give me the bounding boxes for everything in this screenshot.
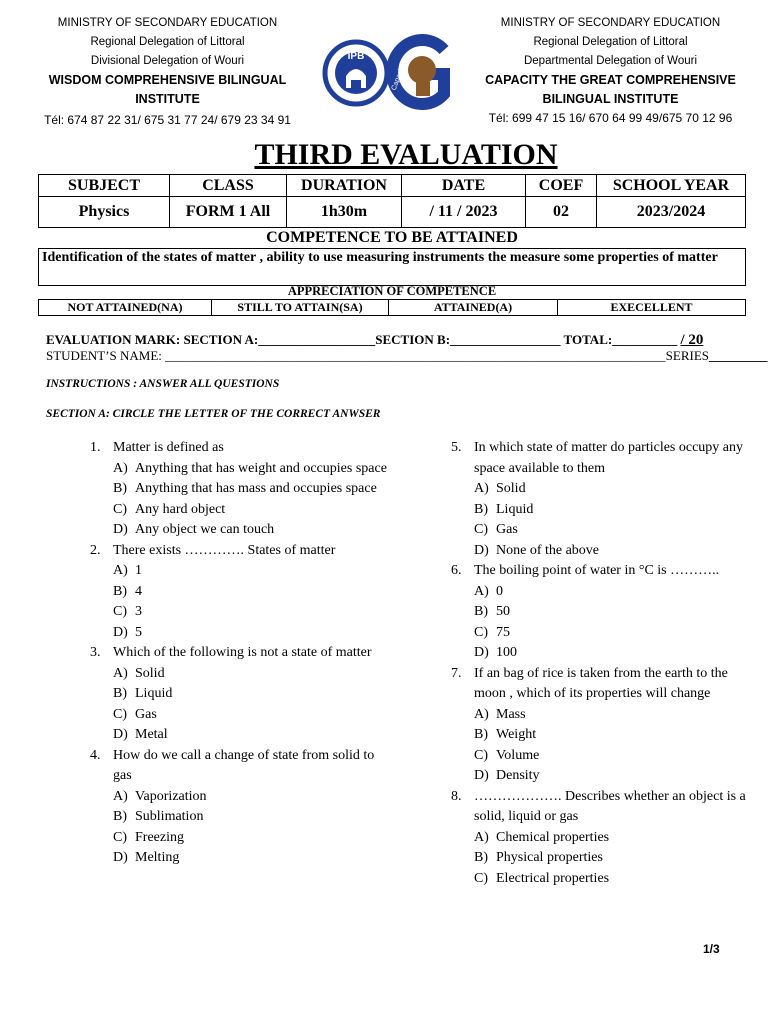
answer-option[interactable] bbox=[113, 623, 390, 644]
ministry-name-right: MINISTRY OF SECONDARY EDUCATION bbox=[500, 17, 721, 29]
option-letter: D) bbox=[474, 542, 489, 558]
value-coef: 02 bbox=[526, 197, 597, 228]
question-number: 8. bbox=[451, 788, 462, 804]
value-subject: Physics bbox=[39, 197, 170, 228]
answer-options bbox=[474, 828, 751, 890]
option-letter: C) bbox=[113, 501, 127, 517]
answer-option[interactable] bbox=[474, 623, 751, 644]
option-letter: A) bbox=[113, 788, 128, 804]
question-text: How do we call a change of state from solid to gas bbox=[113, 747, 375, 783]
answer-option[interactable] bbox=[474, 869, 751, 890]
question-4 bbox=[90, 746, 390, 869]
section-b-mark-blank[interactable]: _________________ bbox=[450, 332, 561, 347]
question-number: 4. bbox=[90, 747, 101, 763]
answer-options bbox=[474, 479, 751, 561]
question-text: If an bag of rice is taken from the earth to the moon , which of its properties will change bbox=[474, 665, 728, 701]
info-header-row bbox=[39, 175, 746, 197]
question-6 bbox=[451, 561, 751, 664]
option-text: Weight bbox=[496, 727, 537, 742]
option-letter: D) bbox=[474, 768, 489, 783]
answer-option[interactable] bbox=[474, 643, 751, 664]
option-letter: A) bbox=[474, 829, 489, 845]
ministry-name: MINISTRY OF SECONDARY EDUCATION bbox=[57, 17, 278, 29]
option-text: 100 bbox=[496, 645, 517, 660]
answer-options bbox=[474, 705, 751, 787]
option-letter: C) bbox=[113, 706, 127, 722]
option-text: Solid bbox=[135, 665, 165, 681]
option-letter: C) bbox=[474, 624, 488, 640]
option-text: Gas bbox=[496, 522, 518, 537]
option-text: Mass bbox=[496, 706, 526, 722]
answer-option[interactable] bbox=[113, 520, 390, 541]
value-class: FORM 1 All bbox=[170, 197, 287, 228]
option-text: Electrical properties bbox=[496, 870, 610, 886]
option-text: 3 bbox=[135, 604, 142, 619]
option-text: Liquid bbox=[496, 501, 534, 517]
value-date: / 11 / 2023 bbox=[402, 197, 526, 228]
answer-option[interactable] bbox=[474, 520, 751, 541]
option-text: 4 bbox=[135, 583, 142, 599]
question-number: 1. bbox=[90, 440, 101, 455]
questions-column-left bbox=[90, 438, 390, 869]
series-blank[interactable]: _________ bbox=[709, 348, 768, 363]
option-text: None of the above bbox=[496, 542, 600, 558]
question-text: In which state of matter do particles occupy any space available to them bbox=[474, 440, 744, 476]
option-text: 75 bbox=[496, 624, 510, 640]
instructions: INSTRUCTIONS : ANSWER ALL QUESTIONS bbox=[46, 378, 280, 390]
answer-options bbox=[113, 787, 390, 869]
question-8 bbox=[451, 787, 751, 890]
total-mark-blank[interactable]: __________ bbox=[612, 332, 678, 347]
questions-column-right bbox=[451, 438, 751, 889]
answer-option[interactable] bbox=[474, 725, 751, 746]
level-still-to-attain: STILL TO ATTAIN(SA) bbox=[212, 300, 389, 316]
question-2 bbox=[90, 541, 390, 644]
option-letter: B) bbox=[474, 604, 488, 619]
answer-option[interactable] bbox=[474, 479, 751, 500]
question-text: There exists …………. States of matter bbox=[113, 542, 336, 558]
student-name-blank[interactable]: _____________________________________________________________________________ bbox=[165, 348, 666, 363]
departmental-delegation: Departmental Delegation of Wouri bbox=[523, 55, 698, 67]
option-text: Vaporization bbox=[135, 788, 207, 804]
school-telephone: Tél: 674 87 22 31/ 675 31 77 24/ 679 23 34 91 bbox=[44, 113, 291, 127]
student-name-label: STUDENT’S NAME: bbox=[46, 348, 166, 363]
question-text: ………………. Describes whether an object is a solid, liquid or gas bbox=[474, 788, 746, 824]
header-left bbox=[20, 14, 315, 130]
option-letter: B) bbox=[113, 686, 127, 701]
out-of-twenty: / 20 bbox=[680, 332, 704, 348]
option-letter: D) bbox=[113, 522, 128, 537]
answer-option[interactable] bbox=[474, 848, 751, 869]
series-label: SERIES bbox=[665, 348, 710, 363]
option-text: 5 bbox=[135, 624, 142, 640]
exam-title: THIRD EVALUATION bbox=[254, 138, 558, 171]
answer-option[interactable] bbox=[113, 664, 390, 685]
answer-option[interactable] bbox=[474, 766, 751, 787]
question-number: 3. bbox=[90, 645, 101, 660]
value-duration: 1h30m bbox=[287, 197, 402, 228]
level-not-attained: NOT ATTAINED(NA) bbox=[39, 300, 212, 316]
question-7 bbox=[451, 664, 751, 787]
option-letter: C) bbox=[113, 604, 127, 619]
header-class: CLASS bbox=[170, 175, 287, 197]
answer-option[interactable] bbox=[474, 500, 751, 521]
ipb-logo bbox=[325, 42, 387, 104]
option-letter: D) bbox=[113, 850, 128, 865]
school-name-right-line2: BILINGUAL INSTITUTE bbox=[542, 92, 679, 106]
option-letter: A) bbox=[474, 583, 489, 599]
option-text: Gas bbox=[135, 706, 157, 722]
option-text: Chemical properties bbox=[496, 829, 610, 845]
value-school-year: 2023/2024 bbox=[597, 197, 746, 228]
page-number: 1/3 bbox=[703, 942, 720, 956]
answer-option[interactable] bbox=[113, 807, 390, 828]
option-text: Volume bbox=[496, 747, 540, 763]
header-school-year: SCHOOL YEAR bbox=[597, 175, 746, 197]
option-letter: B) bbox=[113, 481, 127, 496]
answer-option[interactable] bbox=[113, 684, 390, 705]
header-coef: COEF bbox=[526, 175, 597, 197]
option-letter: D) bbox=[474, 645, 489, 660]
option-text: Any hard object bbox=[135, 501, 226, 517]
section-a-heading: SECTION A: CIRCLE THE LETTER OF THE CORRECT ANWSER bbox=[46, 408, 381, 420]
question-3 bbox=[90, 643, 390, 746]
option-text: Liquid bbox=[135, 686, 173, 701]
option-letter: C) bbox=[113, 829, 127, 845]
option-letter: B) bbox=[474, 850, 488, 865]
question-number: 7. bbox=[451, 665, 462, 681]
school-name-line2: INSTITUTE bbox=[135, 92, 200, 106]
appreciation-table bbox=[38, 299, 746, 316]
answer-option[interactable] bbox=[474, 541, 751, 562]
total-label: TOTAL: bbox=[563, 332, 613, 347]
regional-delegation-right: Regional Delegation of Littoral bbox=[533, 36, 688, 48]
option-text: 50 bbox=[496, 604, 510, 619]
answer-option[interactable] bbox=[474, 602, 751, 623]
capacity-logo bbox=[391, 40, 444, 104]
option-text: Any object we can touch bbox=[135, 522, 275, 537]
level-excellent: EXECELLENT bbox=[558, 300, 746, 316]
evaluation-mark-line bbox=[46, 332, 703, 349]
header-subject: SUBJECT bbox=[39, 175, 170, 197]
answer-option[interactable] bbox=[113, 787, 390, 808]
school-name-line1: WISDOM COMPREHENSIVE BILINGUAL bbox=[48, 73, 287, 87]
evaluation-mark-label: EVALUATION MARK: SECTION A: bbox=[46, 332, 259, 347]
answer-options bbox=[474, 582, 751, 664]
answer-option[interactable] bbox=[113, 582, 390, 603]
option-text: Anything that has weight and occupies space bbox=[135, 460, 387, 476]
option-letter: D) bbox=[113, 624, 128, 640]
school-name-right-line1: CAPACITY THE GREAT COMPREHENSIVE bbox=[485, 73, 736, 87]
option-letter: C) bbox=[474, 870, 488, 886]
info-value-row bbox=[39, 197, 746, 228]
answer-option[interactable] bbox=[113, 479, 390, 500]
option-text: 0 bbox=[496, 583, 503, 599]
answer-option[interactable] bbox=[113, 828, 390, 849]
answer-options bbox=[113, 664, 390, 746]
question-1 bbox=[90, 438, 390, 541]
answer-options bbox=[113, 459, 390, 541]
answer-option[interactable] bbox=[113, 725, 390, 746]
regional-delegation: Regional Delegation of Littoral bbox=[90, 36, 245, 48]
option-text: 1 bbox=[135, 563, 142, 578]
answer-option[interactable] bbox=[474, 705, 751, 726]
divisional-delegation: Divisional Delegation of Wouri bbox=[90, 55, 245, 67]
option-letter: B) bbox=[474, 501, 488, 517]
school-logos bbox=[322, 34, 452, 112]
question-number: 5. bbox=[451, 440, 462, 455]
competence-text: Identification of the states of matter , ability to use measuring instruments the measure some properties of matter bbox=[38, 248, 746, 286]
header-right bbox=[468, 14, 753, 128]
option-text: Solid bbox=[496, 481, 526, 496]
answer-option[interactable] bbox=[113, 500, 390, 521]
question-text: Matter is defined as bbox=[113, 440, 224, 455]
option-text: Sublimation bbox=[135, 809, 204, 824]
question-number: 6. bbox=[451, 563, 462, 578]
option-letter: A) bbox=[113, 665, 128, 681]
option-letter: B) bbox=[474, 727, 488, 742]
option-letter: A) bbox=[474, 481, 489, 496]
answer-options bbox=[113, 561, 390, 643]
answer-option[interactable] bbox=[474, 828, 751, 849]
answer-option[interactable] bbox=[113, 561, 390, 582]
option-letter: C) bbox=[474, 522, 488, 537]
section-a-mark-blank[interactable]: __________________ bbox=[258, 332, 376, 347]
option-letter: D) bbox=[113, 727, 128, 742]
option-text: Freezing bbox=[135, 829, 184, 845]
header-date: DATE bbox=[402, 175, 526, 197]
option-letter: A) bbox=[113, 460, 128, 476]
option-letter: A) bbox=[113, 563, 128, 578]
question-5 bbox=[451, 438, 751, 561]
answer-option[interactable] bbox=[113, 459, 390, 480]
option-text: Melting bbox=[135, 850, 180, 865]
question-number: 2. bbox=[90, 542, 101, 558]
ipb-logo-text: IPB bbox=[347, 51, 365, 62]
option-text: Density bbox=[496, 768, 540, 783]
level-attained: ATTAINED(A) bbox=[389, 300, 558, 316]
answer-option[interactable] bbox=[474, 582, 751, 603]
answer-option[interactable] bbox=[113, 705, 390, 726]
answer-option[interactable] bbox=[113, 848, 390, 869]
section-b-label: SECTION B: bbox=[375, 332, 451, 347]
appreciation-title: APPRECIATION OF COMPETENCE bbox=[287, 284, 497, 298]
option-letter: B) bbox=[113, 809, 127, 824]
header-duration: DURATION bbox=[287, 175, 402, 197]
exam-info-table bbox=[38, 174, 746, 228]
option-text: Anything that has mass and occupies space bbox=[135, 481, 377, 496]
student-name-line bbox=[46, 348, 768, 364]
option-letter: A) bbox=[474, 706, 489, 722]
capacity-logo-text: Capacity bbox=[390, 63, 407, 92]
question-text: The boiling point of water in °C is ……….. bbox=[474, 563, 720, 578]
answer-option[interactable] bbox=[113, 602, 390, 623]
competence-title: COMPETENCE TO BE ATTAINED bbox=[266, 229, 518, 246]
option-letter: C) bbox=[474, 747, 488, 763]
option-letter: B) bbox=[113, 583, 127, 599]
question-text: Which of the following is not a state of matter bbox=[113, 645, 372, 660]
option-text: Metal bbox=[135, 727, 168, 742]
school-telephone-right: Tél: 699 47 15 16/ 670 64 99 49/675 70 12 96 bbox=[488, 111, 733, 125]
option-text: Physical properties bbox=[496, 850, 603, 865]
answer-option[interactable] bbox=[474, 746, 751, 767]
